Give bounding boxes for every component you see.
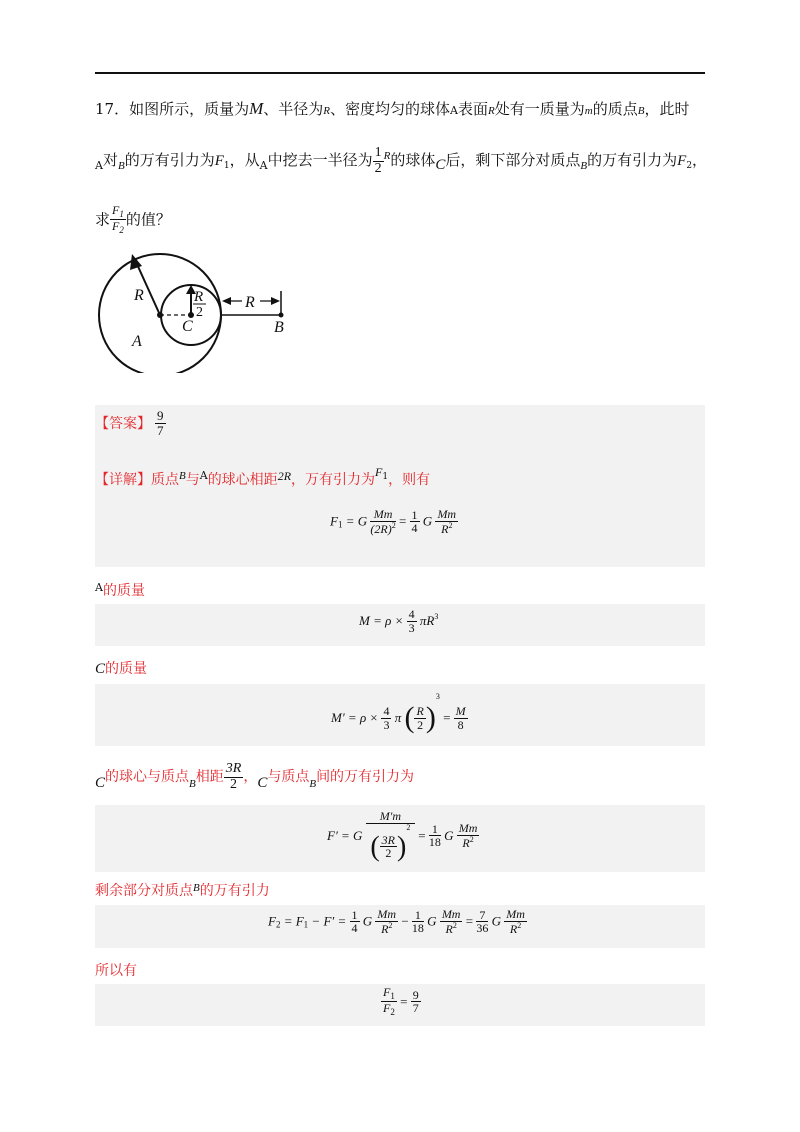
eq-fraction — [440, 908, 463, 935]
fraction-denominator: 36 — [476, 921, 489, 936]
header-rule — [95, 72, 705, 74]
fraction-numerator: M — [455, 703, 466, 718]
question-text: 的万有引力为 — [587, 151, 678, 170]
label-text: 所以有 — [95, 963, 137, 979]
symbol-B: B — [179, 470, 186, 482]
question-line-3 — [95, 204, 715, 236]
fraction-denominator: 2 — [417, 717, 424, 732]
fraction-denominator: (2R) — [370, 521, 392, 536]
fraction-denominator: 7 — [412, 1001, 419, 1016]
fraction-numerator: 9 — [412, 987, 419, 1002]
symbol-2R: 2R — [277, 469, 292, 483]
subscript: 1 — [303, 919, 309, 930]
label-text: 与质点 — [267, 769, 310, 786]
question-text: ，此时 — [644, 100, 690, 118]
fraction-numerator: 1 — [412, 909, 424, 923]
eq-inner-fraction — [380, 834, 397, 860]
symbol-A: A — [95, 581, 103, 594]
paren-right: ) — [425, 701, 436, 735]
symbol-B: B — [580, 160, 588, 173]
fraction-numerator: 9 — [157, 408, 164, 423]
question-text: 、密度均匀的球体 — [330, 100, 451, 118]
eq-fraction — [366, 810, 415, 862]
eq-fraction — [435, 508, 458, 535]
fraction-denominator: 7 — [157, 422, 164, 438]
superscript: 2 — [469, 834, 474, 844]
sphere-figure — [96, 248, 296, 373]
question-text: 的值？ — [125, 210, 171, 229]
question-number: 17． — [95, 100, 130, 118]
superscript: 2 — [388, 920, 393, 930]
label-R-half-den: 2 — [196, 305, 203, 320]
eq-symbol: G — [422, 513, 433, 529]
subscript: 1 — [119, 209, 124, 219]
eq-symbol: F′ = G — [327, 827, 363, 843]
eq-equals: = — [398, 513, 407, 529]
question-text: 后，剩下部分对质点 — [445, 151, 581, 170]
symbol-A: A — [259, 159, 268, 173]
answer-line — [95, 409, 166, 437]
subscript: 1 — [223, 161, 230, 172]
eq-symbol: M = ρ × — [359, 613, 404, 629]
symbol-B: B — [309, 778, 317, 791]
detail-text: 与 — [185, 472, 200, 488]
question-text: ，从 — [229, 151, 260, 170]
symbol-F1: F — [375, 465, 383, 479]
eq-minus: − — [401, 913, 409, 929]
symbol-C: C — [257, 775, 268, 792]
eq-fraction — [370, 508, 395, 535]
question-text: 如图所示，质量为 — [129, 100, 250, 118]
eq-fraction — [407, 608, 417, 634]
symbol-R: R — [323, 105, 331, 117]
eq-equals: = — [400, 993, 408, 1009]
label-text: ， — [243, 769, 258, 786]
detail-text: ，则有 — [388, 472, 431, 488]
symbol-F1: F — [214, 153, 224, 170]
fraction-denominator: 3 — [383, 717, 390, 732]
fraction-numerator: 1 — [411, 507, 418, 522]
eq-symbol: = G — [345, 513, 368, 529]
fraction-numerator: 4 — [408, 607, 415, 621]
subscript: 1 — [390, 991, 395, 1001]
label-R-big: R — [134, 287, 144, 304]
fraction-denominator: F — [112, 219, 120, 234]
distance-arrowhead-right — [271, 297, 280, 305]
eq-symbol: G — [427, 913, 437, 929]
fraction-denominator: F — [383, 1001, 391, 1016]
question-text: 对 — [102, 151, 118, 170]
paren-left: ( — [370, 831, 380, 863]
fraction-numerator: 1 — [429, 823, 441, 837]
fraction-numerator: Mm — [377, 907, 397, 921]
fraction-numerator: 3R — [381, 832, 396, 847]
fraction-denominator: 2 — [385, 846, 392, 861]
detail-text: ，万有引力为 — [291, 472, 376, 488]
paren-right: ) — [397, 831, 407, 863]
fraction-denominator: 8 — [457, 717, 464, 732]
fraction-one-half — [373, 146, 384, 176]
superscript: 2 — [448, 520, 453, 530]
fraction-numerator: 4 — [383, 703, 390, 718]
eq-fraction — [375, 908, 398, 935]
point-B-dot — [279, 313, 284, 318]
label-R-distance: R — [245, 294, 255, 311]
superscript: 3 — [434, 611, 439, 621]
eq-symbol: π — [394, 710, 402, 726]
fraction-denominator: R — [381, 921, 389, 936]
eq-fraction — [381, 986, 397, 1018]
eq-fraction — [454, 705, 468, 731]
fraction-denominator: R — [509, 921, 518, 936]
detail-text: 质点 — [151, 472, 179, 488]
fraction-denominator: 18 — [411, 921, 424, 936]
label-text: 的质量 — [102, 583, 145, 599]
fraction-F1-over-F2 — [110, 204, 126, 236]
eq-fraction — [457, 822, 480, 849]
eq-equals: = — [418, 827, 426, 843]
fraction-denominator: 2 — [374, 160, 382, 176]
label-therefore — [95, 960, 137, 980]
fraction-numerator: 7 — [476, 909, 488, 923]
detail-line — [95, 465, 430, 489]
superscript: 2 — [391, 520, 396, 530]
eq-symbol: − F′ = — [311, 913, 347, 929]
eq-fraction — [414, 705, 425, 731]
fraction-numerator: Mm — [441, 907, 461, 921]
label-text: 的万有引力 — [199, 883, 270, 899]
superscript: 2 — [517, 920, 522, 930]
question-line-2 — [95, 146, 715, 176]
fraction-numerator: 1 — [374, 145, 382, 160]
fraction-denominator: 18 — [428, 835, 441, 850]
fraction-denominator: 2 — [230, 776, 238, 792]
symbol-m: m — [584, 105, 593, 117]
eq-symbol: = F — [283, 913, 304, 929]
label-text: 间的万有引力为 — [316, 769, 415, 786]
fraction-denominator: R — [441, 521, 449, 536]
label-C-B-distance — [95, 762, 414, 792]
fraction-numerator: Mm — [370, 508, 395, 522]
eq-fraction — [350, 909, 360, 935]
symbol-B: B — [637, 105, 645, 117]
question-text: 中挖去一半径为 — [267, 151, 373, 170]
question-text: 的质点 — [592, 100, 638, 118]
label-R-half-num: R — [194, 289, 204, 305]
equation-5 — [268, 908, 527, 935]
equation-4 — [327, 810, 479, 862]
fraction-denominator: 4 — [351, 921, 358, 936]
label-fraction — [224, 762, 244, 792]
eq-symbol: F — [268, 913, 276, 929]
label-text: 剩余部分对质点 — [95, 883, 193, 899]
symbol-C: C — [95, 661, 106, 677]
label-A: A — [132, 333, 142, 350]
symbol-F2: F — [677, 153, 687, 170]
answer-tag: 【答案】 — [95, 416, 151, 433]
center-A-dot — [157, 312, 163, 318]
equation-2 — [359, 608, 438, 634]
fraction-denominator: R — [462, 835, 470, 850]
fraction-numerator: F — [112, 203, 120, 217]
eq-fraction — [504, 908, 527, 935]
paren-left: ( — [404, 701, 415, 735]
question-line-1 — [95, 100, 715, 117]
question-text: ， — [692, 151, 708, 170]
question-text: 的万有引力为 — [124, 151, 215, 170]
fraction-numerator: 1 — [351, 907, 358, 922]
subscript: 1 — [382, 472, 389, 482]
eq-symbol: G — [491, 913, 501, 929]
symbol-B: B — [117, 160, 125, 173]
label-B: B — [274, 319, 284, 336]
symbol-A: A — [199, 469, 208, 482]
eq-symbol: G — [444, 827, 454, 843]
distance-arrowhead-left — [222, 297, 231, 305]
fraction-denominator: R — [445, 921, 453, 936]
detail-tag: 【详解】 — [95, 472, 151, 488]
subscript: 2 — [119, 225, 124, 236]
symbol-B: B — [193, 882, 200, 894]
symbol-R: R — [383, 150, 391, 163]
label-remaining-force — [95, 880, 270, 900]
subscript: 1 — [337, 519, 343, 530]
fraction-denominator: 4 — [411, 521, 418, 536]
label-C-mass — [95, 658, 147, 678]
fraction-numerator: F — [383, 985, 391, 999]
symbol-A: A — [95, 159, 103, 173]
answer-fraction — [155, 409, 166, 437]
eq-symbol: F — [330, 513, 338, 529]
superscript: 3 — [435, 692, 440, 701]
symbol-A: A — [450, 104, 458, 117]
eq-symbol: πR — [419, 613, 435, 629]
question-text: 处有一质量为 — [494, 100, 585, 118]
eq-fraction — [429, 823, 441, 849]
question-text: 、半径为 — [263, 100, 324, 118]
question-text: 求 — [95, 210, 111, 229]
fraction-numerator: 3R — [225, 761, 242, 776]
fraction-numerator: Mm — [437, 507, 457, 521]
eq-fraction — [411, 989, 421, 1015]
eq-symbol: M′ = ρ × — [331, 710, 379, 726]
superscript: 2 — [452, 920, 457, 930]
label-text: 相距 — [195, 769, 224, 786]
eq-fraction — [476, 909, 488, 935]
question-text: 的球体 — [390, 151, 436, 170]
question-text: 表面 — [458, 100, 489, 118]
eq-fraction — [410, 509, 420, 535]
label-C: C — [182, 318, 193, 335]
fraction-denominator: 3 — [408, 620, 415, 635]
symbol-B: B — [189, 778, 196, 791]
symbol-R: R — [488, 105, 495, 117]
superscript: 2 — [406, 822, 411, 832]
label-A-mass — [95, 580, 145, 600]
eq-symbol: G — [362, 913, 373, 929]
eq-fraction — [412, 909, 424, 935]
fraction-numerator: Mm — [458, 821, 478, 836]
symbol-M: M — [249, 99, 264, 118]
equation-6 — [381, 986, 421, 1018]
symbol-C: C — [435, 157, 446, 174]
eq-equals: = — [465, 913, 474, 929]
detail-text: 的球心相距 — [207, 472, 278, 488]
equation-3 — [331, 692, 468, 735]
fraction-numerator: Mm — [506, 907, 525, 921]
fraction-numerator: M′m — [366, 810, 415, 824]
symbol-C: C — [95, 775, 106, 792]
eq-fraction — [381, 705, 391, 731]
fraction-numerator: R — [416, 703, 424, 718]
equation-1 — [330, 508, 458, 535]
label-text: 的球心与质点 — [105, 769, 190, 786]
subscript: 2 — [275, 919, 281, 930]
label-text: 的质量 — [105, 661, 148, 677]
subscript: 2 — [686, 161, 693, 172]
subscript: 2 — [390, 1007, 395, 1018]
eq-equals: = — [443, 710, 451, 726]
